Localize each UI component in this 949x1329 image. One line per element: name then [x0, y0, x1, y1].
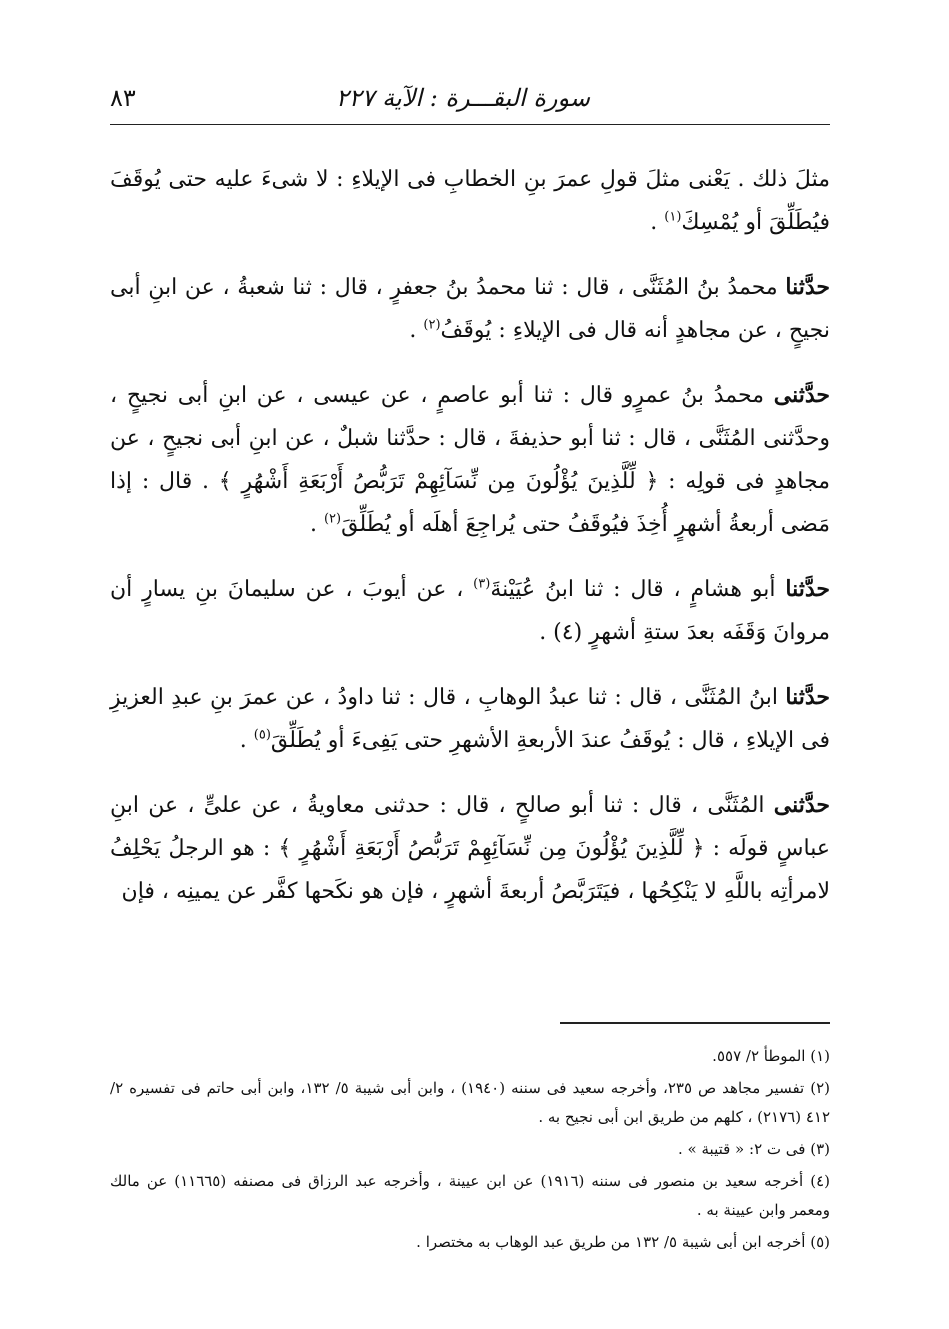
paragraph-text: المُثَنَّى ، قال : ثنا أبو صالحٍ ، قال : حدثنى معاويةُ ، عن علىٍّ ، عن ابنِ عباسٍ قولَه : ﴿ لِّلَّذِينَ يُؤْلُونَ مِن نِّسَآئِهِمْ تَرَبُّصُ أَرْبَعَةِ أَشْهُرٍ ﴾ : هو الرجلُ يَحْلِفُ لامرأتِه باللَّهِ لا يَنْكِحُها ، فيَتَرَبَّصُ أربعةَ أشهرٍ ، فإن هو نكَحها كفَّر عن يمينِه ، فإن [110, 793, 830, 904]
paragraph-lead: حدَّثنى [773, 382, 830, 408]
footnote-ref: (٢) [323, 511, 342, 527]
paragraph-4 [110, 568, 830, 654]
paragraph-tail: ، عن أيوبَ ، عن سليمانَ بنِ يسارٍ أن مروانَ وَقَفَه بعدَ ستةِ أشهرٍ (٤) . [110, 577, 830, 645]
footnote-3: (٣) فى ت ٢: « قتيبة » . [678, 1140, 830, 1158]
footnote-ref: (٣) [473, 576, 491, 592]
paragraph-text: مثلَ ذلك . يَعْنى مثلَ قولِ عمرَ بنِ الخطابِ فى الإيلاءِ : لا شىءَ عليه حتى يُوقَفَ فيُطَلِّقَ أو يُمْسِكَ [110, 167, 830, 235]
paragraph-text: محمدُ بنُ عمرٍو قال : ثنا أبو عاصمٍ ، عن عيسى ، عن ابنِ أبى نجيحٍ ، وحدَّثنى المُثَنَّى ، قال : ثنا أبو حذيفةَ ، قال : حدَّثنا شبلٌ ، عن ابنِ أبى نجيحٍ ، عن مجاهدٍ فى قولِه : ﴿ لِّلَّذِينَ يُؤْلُونَ مِن نِّسَآئِهِمْ تَرَبُّصُ أَرْبَعَةِ أَشْهُرٍ ﴾ . قال : إذا مَضى أربعةُ أشهرٍ أُخِذَ فيُوقَفُ حتى يُراجِعَ أهلَه أو يُطَلِّقَ [110, 383, 830, 537]
paragraph-1 [110, 158, 830, 244]
paragraph-tail: . [409, 318, 424, 343]
header-divider [110, 124, 830, 125]
footnote-2: (٢) تفسير مجاهد ص ٢٣٥، وأخرجه سعيد فى سننه (١٩٤٠) ، وابن أبى شيبة ٥/ ١٣٢، وابن أبى حاتم فى تفسيره ٢/ ٤١٢ (٢١٧٦) ، كلهم من طريق ابن أبى نجيح به . [110, 1079, 831, 1126]
footnote-ref: (٢) [423, 317, 441, 333]
paragraph-lead: حدَّثنا [785, 274, 830, 300]
paragraph-lead: حدَّثنى [773, 792, 830, 818]
footnote-5: (٥) أخرجه ابن أبى شيبة ٥/ ١٣٢ من طريق عبد الوهاب به مختصرا . [416, 1233, 830, 1251]
paragraph-lead: حدَّثنا [785, 684, 830, 710]
paragraph-text: أبو هشامٍ ، قال : ثنا ابنُ عُيَيْنةَ [490, 577, 786, 602]
surah-verse-title: سورة البقـــرة : الآية ٢٢٧ [335, 84, 590, 112]
footnote-ref: (١) [664, 209, 682, 225]
footnotes [110, 1042, 830, 1260]
page-number: ٨٣ [110, 84, 136, 112]
main-text [110, 158, 830, 935]
footnote-4: (٤) أخرجه سعيد بن منصور فى سننه (١٩١٦) عن ابن عيينة ، وأخرجه عبد الرزاق فى مصنفه (١١٦٦٥) عن مالك ومعمر وابن عيينة به . [110, 1172, 830, 1219]
paragraph-tail: . [309, 512, 324, 537]
running-header [110, 80, 830, 120]
paragraph-text: محمدُ بنُ المُثَنَّى ، قال : ثنا محمدُ بنُ جعفرٍ ، قال : ثنا شعبةُ ، عن ابنِ أبى نجيحٍ ، عن مجاهدٍ أنه قال فى الإيلاءِ : يُوقَفُ [110, 275, 830, 343]
paragraph-lead: حدَّثنا [785, 576, 830, 602]
footnote-divider [560, 1022, 830, 1024]
paragraph-2 [110, 266, 830, 352]
paragraph-6 [110, 784, 830, 913]
paragraph-text: ابنُ المُثَنَّى ، قال : ثنا عبدُ الوهابِ ، قال : ثنا داودُ ، عن عمرَ بنِ عبدِ العزيزِ فى الإيلاءِ ، قال : يُوقَفُ عندَ الأربعةِ الأشهرِ حتى يَفِىءَ أو يُطَلِّقَ [110, 685, 830, 753]
paragraph-tail: . [650, 210, 665, 235]
paragraph-tail: . [239, 728, 254, 753]
footnote-1: (١) الموطأ ٢/ ٥٥٧. [712, 1047, 830, 1065]
paragraph-3 [110, 374, 830, 546]
footnote-ref: (٥) [253, 727, 271, 743]
paragraph-5 [110, 676, 830, 762]
